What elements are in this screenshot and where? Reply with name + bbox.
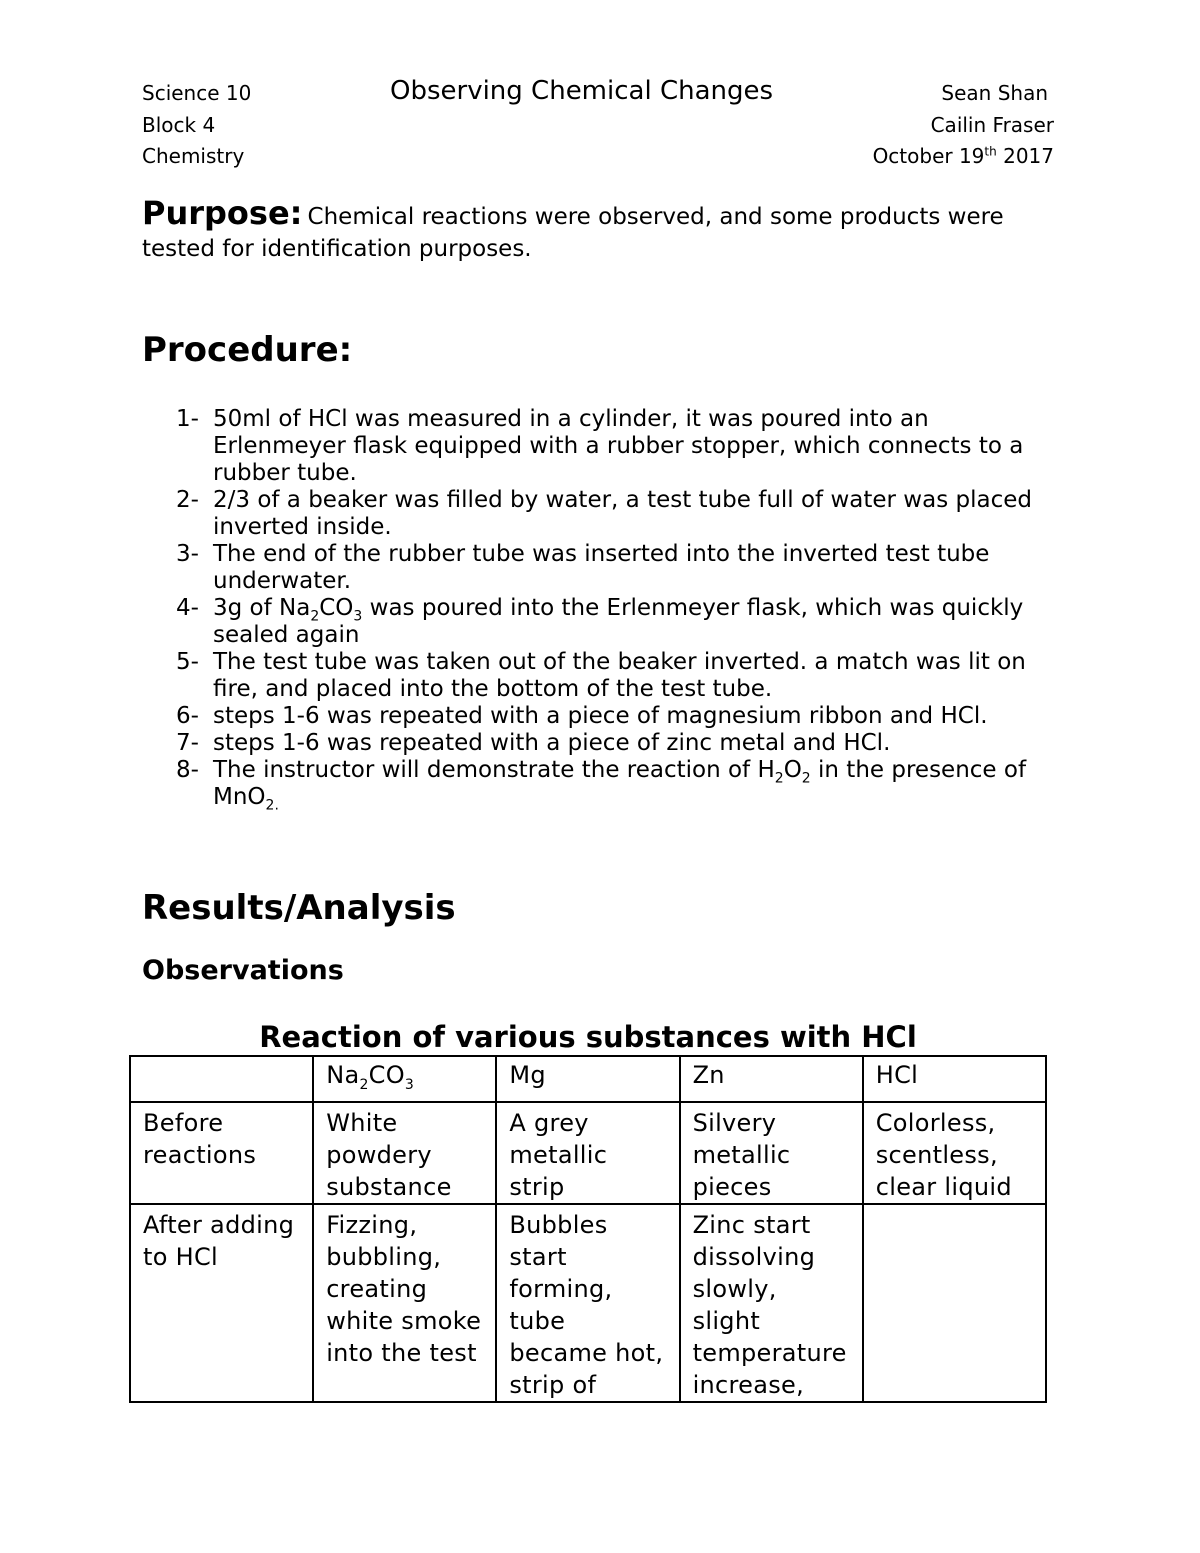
table-header-cell: HCl xyxy=(863,1056,1046,1102)
list-item: 3- The end of the rubber tube was inserted into the inverted test tube underwater. xyxy=(176,541,990,594)
observations-heading: Observations xyxy=(142,955,344,986)
table-cell: Colorless, scentless, clear liquid xyxy=(863,1102,1046,1204)
table-header-cell xyxy=(130,1056,313,1102)
list-item: 1- 50ml of HCl was measured in a cylinder, it was poured into an Erlenmeyer flask equipped with a rubber stopper, which connects to a rubber tube. xyxy=(176,406,1024,486)
purpose-text: Chemical reactions were observed, and some products were tested for identification purposes. xyxy=(142,204,1004,262)
block-label: Block 4 xyxy=(142,113,216,137)
table-caption: Reaction of various substances with HCl xyxy=(259,1020,917,1054)
table-row xyxy=(130,1102,1046,1204)
author-1: Sean Shan xyxy=(941,81,1048,105)
table-cell: White powdery substance xyxy=(313,1102,496,1204)
table-cell xyxy=(863,1204,1046,1402)
course-name: Science 10 xyxy=(142,81,252,105)
subject-label: Chemistry xyxy=(142,144,245,168)
list-item: 2- 2/3 of a beaker was filled by water, a test tube full of water was placed inverted inside. xyxy=(176,487,1032,540)
purpose-section xyxy=(142,194,1052,266)
table-cell: Before reactions xyxy=(130,1102,313,1204)
table-cell: After adding to HCl xyxy=(130,1204,313,1402)
table-row xyxy=(130,1204,1046,1402)
table-header-cell: Zn xyxy=(680,1056,863,1102)
list-item: 5- The test tube was taken out of the beaker inverted. a match was lit on fire, and placed into the bottom of the test tube. xyxy=(176,649,1026,702)
table-cell: Fizzing, bubbling, creating white smoke into the test xyxy=(313,1204,496,1402)
author-2: Cailin Fraser xyxy=(930,113,1054,137)
results-heading: Results/Analysis xyxy=(142,888,456,928)
table-header-cell: Mg xyxy=(496,1056,679,1102)
list-item: 6- steps 1-6 was repeated with a piece of magnesium ribbon and HCl. xyxy=(176,703,988,729)
purpose-label: Purpose: xyxy=(142,194,303,232)
table-cell: Silvery metallic pieces xyxy=(680,1102,863,1204)
document-title: Observing Chemical Changes xyxy=(390,76,774,106)
table-cell: A grey metallic strip xyxy=(496,1102,679,1204)
observations-table xyxy=(129,1055,1047,1403)
list-item: 4- 3g of $Na_2CO_3$ was poured into the Erlenmeyer flask, which was quickly sealed again xyxy=(176,595,1024,648)
report-date: October 19th 2017 xyxy=(872,144,1054,168)
table-header-row xyxy=(130,1056,1046,1102)
list-item: 7- steps 1-6 was repeated with a piece of zinc metal and HCl. xyxy=(176,730,891,756)
table-cell: Zinc start dissolving slowly, slight temperature increase, xyxy=(680,1204,863,1402)
procedure-steps xyxy=(176,406,1056,814)
list-item: 8- The instructor will demonstrate the reaction of $H_2O_2$ in the presence of MnO$_{2.}$ xyxy=(176,757,1027,814)
table-cell: Bubbles start forming, tube became hot, strip of xyxy=(496,1204,679,1402)
table-header-cell: $Na_2CO_3$ xyxy=(313,1056,496,1102)
procedure-heading: Procedure: xyxy=(142,330,353,370)
